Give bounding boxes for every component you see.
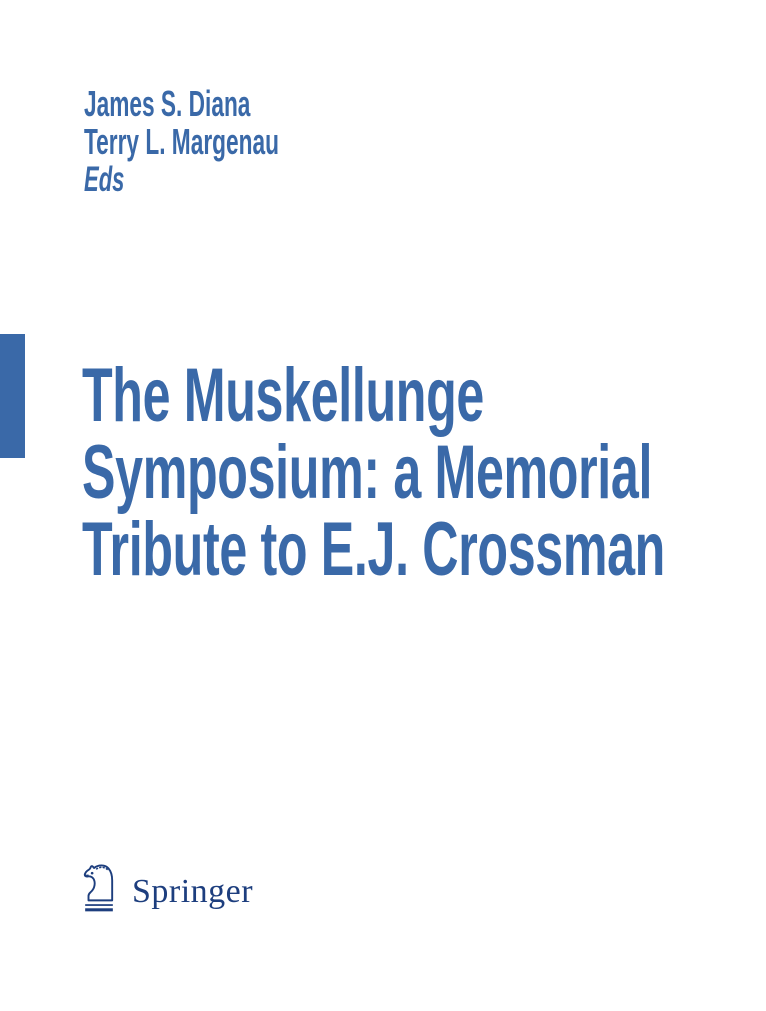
editor-name-1: James S. Diana bbox=[84, 83, 251, 124]
publisher-logo bbox=[78, 860, 253, 914]
accent-bar bbox=[0, 334, 25, 458]
editors-block bbox=[84, 85, 279, 199]
book-title bbox=[82, 353, 665, 592]
book-title-line-2: Symposium: a Memorial bbox=[82, 430, 653, 515]
book-title-line-1: The Muskellunge bbox=[82, 353, 484, 438]
publisher-name: Springer bbox=[132, 873, 254, 910]
book-title-line-3: Tribute to E.J. Crossman bbox=[82, 507, 665, 592]
editors-role-label: Eds bbox=[84, 160, 125, 199]
editor-name-2: Terry L. Margenau bbox=[84, 121, 279, 162]
springer-horse-knight-icon bbox=[78, 860, 120, 914]
